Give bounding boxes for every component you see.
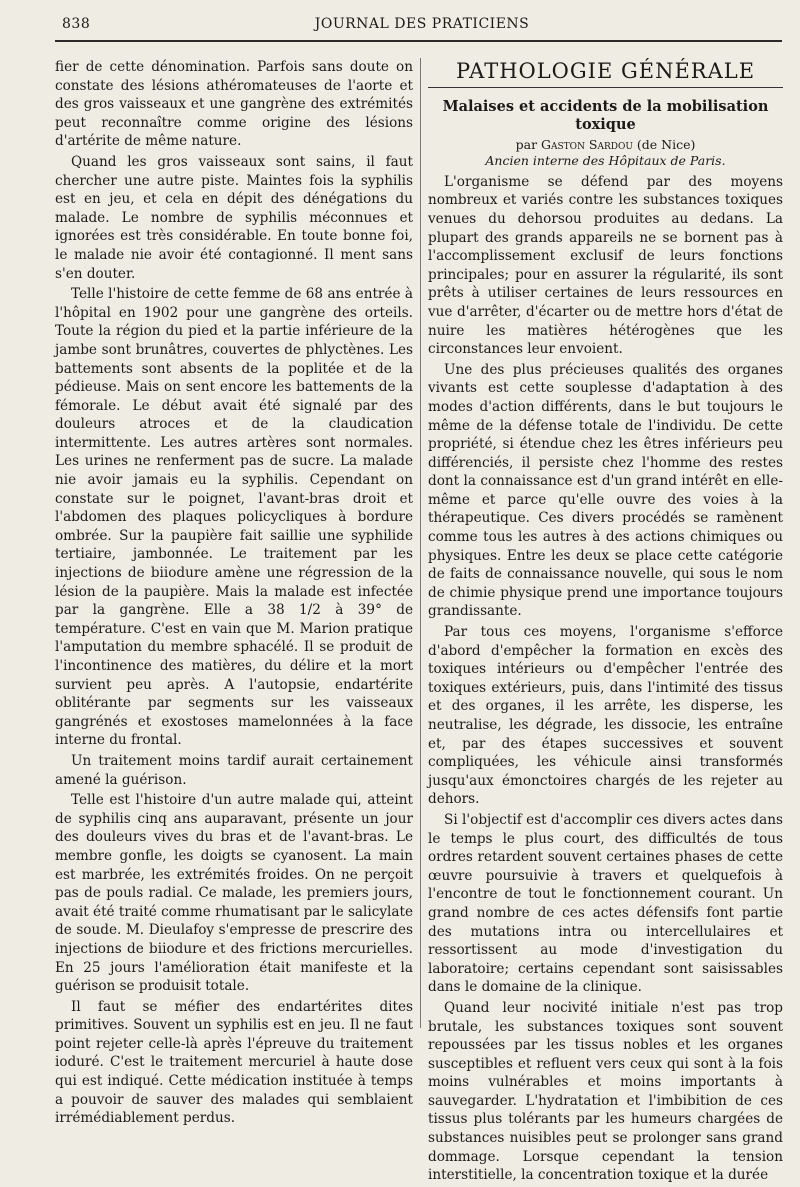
byline — [428, 137, 783, 153]
column-divider — [420, 58, 421, 1028]
author-location: (de Nice) — [636, 136, 696, 152]
section-rule — [428, 87, 783, 88]
page-header — [62, 14, 782, 40]
right-column — [428, 58, 783, 1187]
section-title: PATHOLOGIE GÉNÉRALE — [455, 59, 756, 83]
paragraph: fier de cette dénomination. Parfois sans doute on constate des lésions athéromateuses de l'aorte et des gros vaisseaux et une gangrène des extrémités peut reconnaître comme origine des lésions d'artérite de même nature. — [55, 59, 413, 150]
left-column — [55, 58, 413, 1130]
paragraph: Il faut se méfier des endartérites dites primitives. Souvent un syphilis est en jeu. Il ne faut point rejeter celle-là après l'épreuve du traitement ioduré. C'est le traitement mercuriel à haute dose qui est indiqué. Cette médication instituée à temps a pouvoir de sauver des malades qui semblaient irrémédiablement perdus. — [55, 998, 413, 1127]
paragraph: Telle l'histoire de cette femme de 68 ans entrée à l'hôpital en 1902 pour une gangrène des orteils. Toute la région du pied et la partie inférieure de la jambe sont brunâtres, couvertes de phlyctènes. Les battements sont absents de la poplitée et de la pédieuse. Mais on sent encore les battements de la fémorale. Le début avait été signalé par des douleurs atroces et de la claudication intermittente. Les autres artères sont normales. Les urines ne renferment pas de sucre. La malade nie avoir jamais eu la syphilis. Cependant on constate sur le poignet, l'avant-bras droit et l'abdomen des plaques policycliques à bordure ombrée. Sur la paupière fait saillie une syphilide tertiaire, jambonnée. Le traitement par les injections de biiodure amène une régression de la lésion de la paupière. Mais la malade est infectée par la gangrène. Elle a 38 1/2 à 39° de température. C'est en vain que M. Marion pratique l'amputation du membre sphacélé. Il se produit de l'incontinence des matières, du délire et la mort survient peu après. A l'autopsie, endartérite oblitérante par segments sur les vaisseaux gangrénés et exostoses mamelonnées à la face interne du frontal. — [55, 286, 413, 749]
author-affiliation: Ancien interne des Hôpitaux de Paris. — [485, 152, 726, 168]
paragraph: Quand les gros vaisseaux sont sains, il faut chercher une autre piste. Maintes fois la syphilis est en jeu, et cela en dépit des dénégations du malade. Le nombre de syphilis méconnues et ignorées est très considérable. En toute bonne foi, le malade nie avoir été contagionné. Il ment sans s'en douter. — [55, 153, 413, 282]
paragraph: Un traitement moins tardif aurait certainement amené la guérison. — [55, 752, 413, 788]
journal-title: JOURNAL DES PRATICIENS — [314, 16, 530, 32]
page-number: 838 — [62, 16, 91, 32]
author-name: Gaston Sardou — [541, 136, 633, 152]
paragraph: Quand leur nocivité initiale n'est pas trop brutale, les substances toxiques sont souvent repoussées par les tissus nobles et les organes susceptibles et refluent vers ceux qui sont à la fois moins vulnérables et moins importants à sauvegarder. L'hydratation et l'imbibition de ces tissus plus tolérants par les humeurs chargées de substances nuisibles peut se prolonger sans grand dommage. Lorsque cependant la tension interstitielle, la concentration toxique et la durée — [428, 999, 783, 1184]
paragraph: Si l'objectif est d'accomplir ces divers actes dans le temps le plus court, des difficultés de tous ordres retardent souvent certaines phases de cette œuvre poursuivie à travers et quelquefois à l'encontre de tout le fonctionnement courant. Un grand nombre de ces actes défensifs font partie des mutations intra ou intercellulaires et ressortissent au mode d'investigation du laboratoire; certains cependant sont saisissables dans le domaine de la clinique. — [428, 811, 783, 996]
header-rule — [55, 40, 782, 42]
paragraph: L'organisme se défend par des moyens nombreux et variés contre les substances toxiques venues du dehorsou produites au dedans. La plupart des grands appareils ne se bornent pas à l'accomplissement exclusif de leurs fonctions principales; pour en assurer la régularité, ils sont prêts à utiliser certaines de leurs ressources en vue d'arrêter, d'écarter ou de mettre hors d'état de nuire les matières hétérogènes que les circonstances leur envoient. — [428, 173, 783, 358]
paragraph: Par tous ces moyens, l'organisme s'efforce d'abord d'empêcher la formation en excès des toxiques intérieurs ou d'empêcher l'entrée des toxiques extérieurs, puis, dans l'intimité des tissus et des organes, il les arrête, les disperse, les neutralise, les dégrade, les dissocie, les entraîne et, par des étapes successives et souvent compliquées, les véhicule ainsi transformés jusqu'aux émonctoires chargés de les rejeter au dehors. — [428, 624, 783, 808]
paragraph: Telle est l'histoire d'un autre malade qui, atteint de syphilis cinq ans auparavant, présente un jour des douleurs vives du bras et de l'avant-bras. Le membre gonfle, les doigts se cyanosent. La main est marbrée, les extrémités froides. On ne perçoit pas de pouls radial. Ce malade, les premiers jours, avait été traité comme rhumatisant par le salicylate de soude. M. Dieulafoy s'empresse de prescrire des injections de biiodure et des frictions mercurielles. En 25 jours l'amélioration était manifeste et la guérison se produisit totale. — [55, 792, 413, 995]
paragraph: Une des plus précieuses qualités des organes vivants est cette souplesse d'adaptation à des modes d'action différents, dans le but toujours le même de la défense totale de l'individu. De cette propriété, si étendue chez les êtres inférieurs peu différenciés, il persiste chez l'homme des restes dont la connaissance est d'un grand intérêt en elle-même et parce qu'elle ouvre des voies à la thérapeutique. Ces divers procédés se ramènent comme tous les autres à des actions chimiques ou physiques. Entre les deux se place cette catégorie de faits de connaissance nouvelle, qui sous le nom de chimie physique prend une importance toujours grandissante. — [428, 361, 783, 620]
byline-prefix: par — [515, 136, 538, 152]
article-title: Malaises et accidents de la mobilisation toxique — [442, 97, 769, 134]
